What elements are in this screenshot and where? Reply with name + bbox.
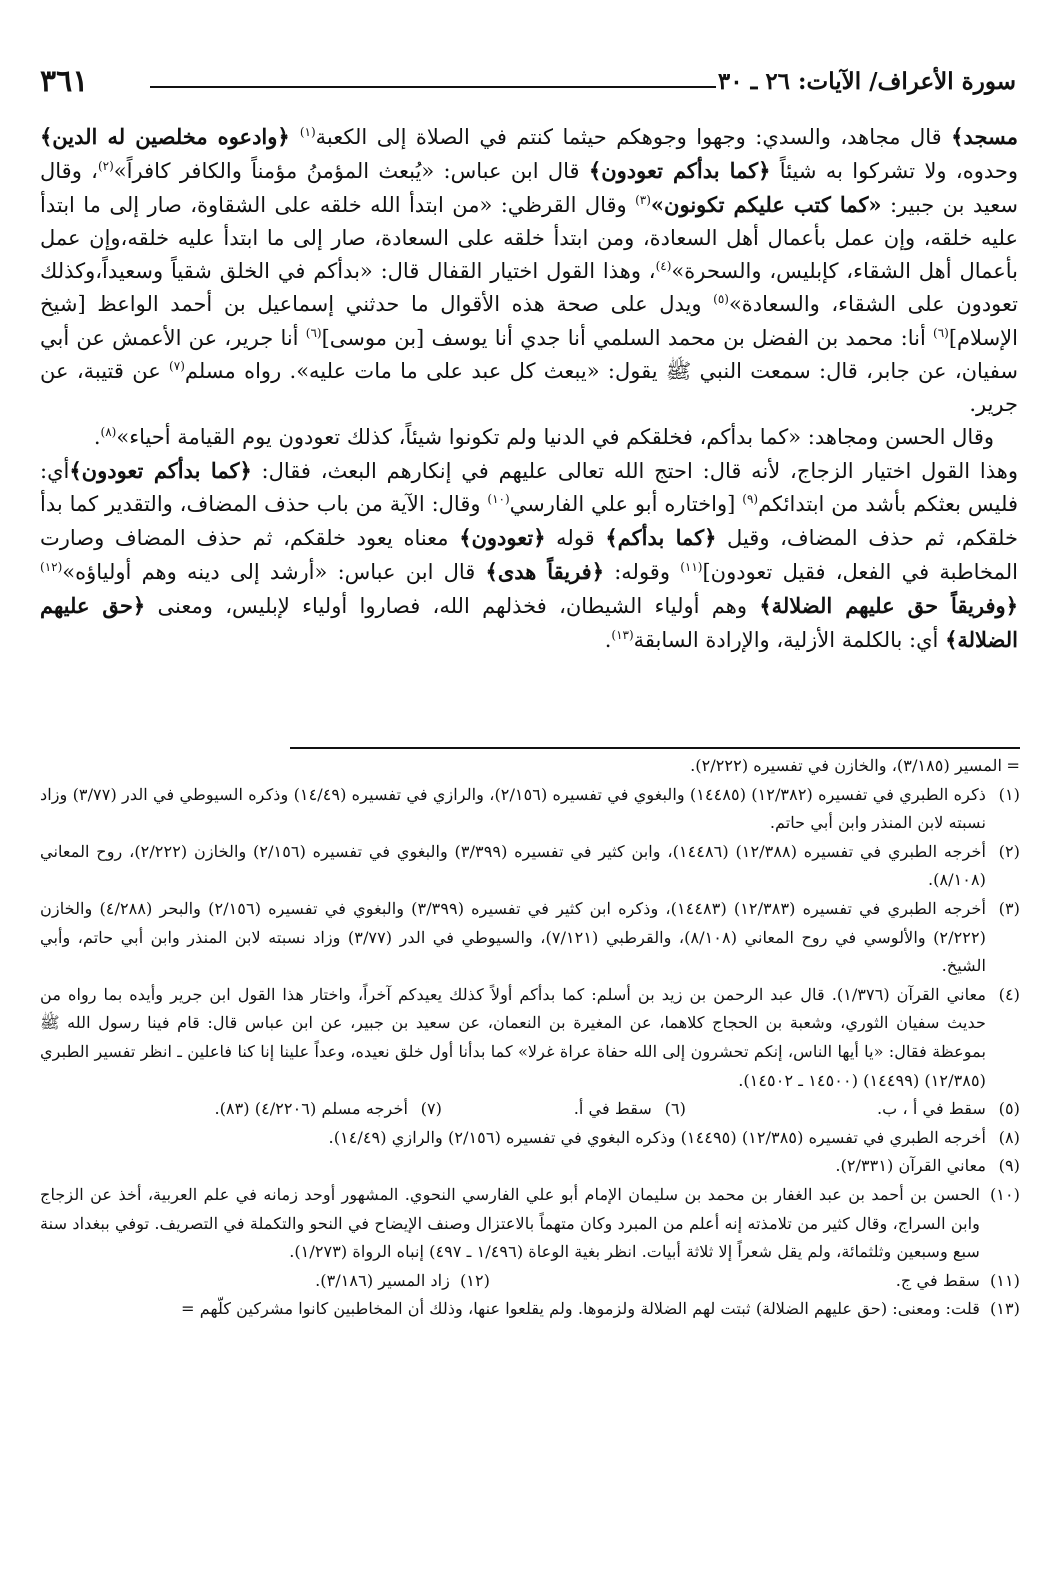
footnote-text: سقط في أ ، ب. [876, 1099, 986, 1119]
footnote-9 [40, 1152, 1020, 1181]
footnote-3 [40, 895, 1020, 981]
text-run: معناه يعود خلقكم، ثم حذف المضاف وصارت المخاطبة في الفعل، فقيل تعودون] [40, 526, 1018, 585]
footnote-text: زاد المسير (٣/١٨٦). [315, 1270, 450, 1290]
footnote-number: (٦) [664, 1099, 686, 1119]
text-run: قال ابن عباس: «أرشد إلى دينه وهم أولياؤه» [62, 560, 486, 585]
footnote-ref: (٤) [655, 259, 672, 274]
quran-fragment: ﴿فريقاً هدى﴾ [485, 559, 605, 585]
footnote-1 [40, 781, 1020, 838]
quote-fragment: «كما كتب عليكم تكونون» [650, 192, 882, 218]
text-run: عن قتيبة، عن جرير. [40, 358, 1018, 416]
footnote-text: سقط في أ. [573, 1099, 652, 1119]
footnote-ref: (١٠) [487, 492, 510, 507]
text-run: [واختاره أبو علي الفارسي [509, 492, 743, 517]
quran-fragment: ﴿وادعوه مخلصين له الدين﴾ [40, 124, 300, 149]
footnote-row [40, 1095, 1020, 1124]
text-run: . [93, 424, 101, 449]
footnote-10 [40, 1181, 1020, 1267]
footnote-number: (٤) [998, 984, 1020, 1004]
footnote-number: (١١) [989, 1270, 1020, 1290]
footnote-text: أخرجه الطبري في تفسيره (١٢/٣٨٥) (١٤٤٩٥) وذكره البغوي في تفسيره (٢/١٥٦) والرازي (١٤/٤٩). [328, 1127, 986, 1147]
text-run: وقال: الآية من باب حذف المضاف، والتقدير كما بدأ خلقكم، ثم حذف المضاف، وقيل [40, 492, 1018, 551]
text-run: وقال الحسن ومجاهد: «كما بدأكم، فخلقكم في الدنيا ولم تكونوا شيئاً، كذلك تعودون يوم القيامة أحياء» [116, 424, 994, 449]
page-title: سورة الأعراف/ الآيات: ٢٦ ـ ٣٠ [717, 68, 1016, 95]
footnote-number: (٣) [998, 898, 1020, 918]
footnote-12 [315, 1267, 490, 1296]
footnote-text: معاني القرآن (٢/٣٣١). [835, 1156, 986, 1176]
paragraph-1 [40, 120, 1018, 421]
footnote-text: ذكره الطبري في تفسيره (١٢/٣٨٢) (١٤٤٨٥) والبغوي في تفسيره (٢/١٥٦)، والرازي في تفسيره (١٤/٤٩) وذكره السيوطي في الدر (٣/٧٧) وزاد نسبته لابن المنذر وابن أبي حاتم. [40, 784, 986, 833]
footnote-text: المسير (٣/١٨٥)، والخازن في تفسيره (٢/٢٢٢). [690, 756, 1002, 775]
quran-fragment: ﴿كما بدأكم تعودون﴾ [588, 158, 771, 184]
footnote-number: (١٢) [459, 1270, 490, 1290]
footnote-text: سقط في ج. [895, 1270, 980, 1290]
quran-fragment: مسجد﴾ [951, 124, 1018, 149]
footnote-text: أخرجه الطبري في تفسيره (١٢/٣٨٣) (١٤٤٨٣)، وذكره ابن كثير في تفسيره (٣/٣٩٩) والبغوي في تفسيره (٢/١٥٦) والبحر (٤/٢٨٨) والخازن (٢/٢٢٢) والألوسي في روح المعاني (٨/١٠٨)، والقرطبي (٧/١٢١)، والسيوطي في الدر (٣/٧٧) وزاد نسبته لابن المنذر وابن أبي حاتم، وأبي الشيخ. [40, 898, 986, 976]
header-rule [150, 86, 716, 88]
text-run: أي: فليس بعثكم بأشد من ابتدائكم [40, 458, 1018, 517]
footnote-6 [442, 1095, 686, 1124]
paragraph-3 [40, 454, 1018, 658]
footnote-number: (٢) [998, 841, 1020, 861]
quran-fragment: ﴿وفريقاً حق عليهم الضلالة﴾ [759, 593, 1018, 619]
footnote-number: (٧) [420, 1099, 442, 1119]
footnote-text: معاني القرآن (١/٣٧٦). قال عبد الرحمن بن زيد بن أسلم: كما بدأكم أولاً كذلك يعيدكم آخراً، واختار هذا القول ابن جرير وأيده بما رواه من حديث سفيان الثوري، وشعبة بن الحجاج كلاهما، عن المغيرة بن النعمان، عن سعيد بن جبير، عن ابن عباس قال: قام فينا رسول الله ﷺ بموعظة فقال: «يا أيها الناس، إنكم تحشرون إلى الله حفاة عراة غرلا» كما بدأنا أول خلق نعيده، وعداً علينا إنا كنا فاعلين ـ انظر تفسير الطبري (١٢/٣٨٥) (١٤٤٩٩) (١٤٥٠٠ ـ ١٤٥٠٢). [40, 984, 986, 1090]
text-run: ويدل على صحة هذه الأقوال ما حدثني إسماعيل بن أحمد الواعظ [شيخ الإسلام] [40, 292, 1018, 350]
footnotes [40, 752, 1020, 1324]
quran-fragment: ﴿كما بدأكم﴾ [605, 525, 717, 551]
footnote-11 [490, 1267, 1020, 1296]
text-run: وهم أولياء الشيطان، فخذلهم الله، فصاروا أولياء لإبليس، ومعنى [145, 594, 760, 619]
text-run: أي: بالكلمة الأزلية، والإرادة السابقة [633, 628, 946, 653]
footnote-continuation [40, 752, 1020, 781]
page-header [40, 64, 1016, 104]
footnote-text: أخرجه مسلم (٤/٢٢٠٦) (٨٣). [214, 1099, 408, 1119]
footnote-ref: (٣) [635, 193, 651, 208]
footnote-13 [40, 1295, 1020, 1324]
text-run: . [604, 628, 612, 653]
footnote-text: أخرجه الطبري في تفسيره (١٢/٣٨٨) (١٤٤٨٦)، وابن كثير في تفسيره (٣/٣٩٩) والبغوي في تفسيره (٢/١٥٦) والخازن (٢/٢٢٢)، روح المعاني (٨/١٠٨). [40, 841, 987, 890]
footnote-ref: (١٢) [40, 560, 63, 575]
page-number: ٣٦١ [40, 64, 89, 99]
footnote-4 [40, 981, 1020, 1095]
footnote-ref: (٧) [169, 358, 185, 373]
footnote-text: الحسن بن أحمد بن عبد الغفار بن محمد بن سليمان الإمام أبو علي الفارسي النحوي. المشهور أوحد زمانه في علم العربية، أخذ عن الزجاج وابن السراج، وقال كثير من تلامذته إنه أعلم من المبرد وكان متهماً بالاعتزال وصنف الإيضاح في النحو والتكملة في التصريف. توفي ببغداد سنة سبع وسبعين وثلثمائة، ولم يقل شعراً إلا ثلاثة أبيات. انظر بغية الوعاة (١/٤٩٦ ـ ٤٩٧) إنباه الرواة (١/٢٧٣). [40, 1184, 980, 1262]
text-run: وهذا القول اختيار الزجاج، لأنه قال: احتج الله تعالى عليهم في إنكارهم البعث، فقال: [251, 458, 1018, 483]
footnote-ref: (٨) [100, 424, 117, 439]
text-run: وقوله: [604, 560, 681, 585]
footnote-ref: (٩) [742, 492, 759, 507]
footnote-number: (٩) [998, 1156, 1020, 1176]
footnote-ref: (٢) [97, 159, 114, 174]
main-text [40, 120, 1018, 658]
text-run: ، وقال سعيد بن جبير: [40, 159, 1018, 218]
footnote-ref: (٦) [933, 325, 949, 340]
text-run: قال مجاهد، والسدي: وجهوا وجوهكم حيثما كنتم في الصلاة إلى الكعبة [315, 125, 952, 149]
paragraph-2 [40, 421, 1018, 454]
footnote-7 [214, 1095, 442, 1124]
footnote-2 [40, 838, 1020, 895]
text-run: وقال القرظي: «من ابتدأ الله خلقه على الشقاوة، صار إلى ما ابتدأ عليه خلقه، وإن عمل بأعمال أهل السعادة، ومن ابتدأ خلقه على السعادة، صار إلى ما ابتدأ عليه خلقه،وإن عمل بأعمال أهل الشقاء، كإبليس، والسحرة» [40, 193, 1019, 284]
footnote-text: قلت: ومعنى: (حق عليهم الضلالة) ثبتت لهم الضلالة ولزموها. ولم يقلعوا عنها، وذلك أن المخاطبين كانوا مشركين كلّهم = [181, 1299, 980, 1319]
footnote-row [40, 1267, 1020, 1296]
footnote-ref: (٦) [305, 325, 322, 340]
footnote-number: (٨) [998, 1127, 1020, 1147]
footnote-number: (٥) [998, 1099, 1020, 1119]
text-run: وحدوه، ولا تشركوا به شيئاً [770, 159, 1018, 184]
footnote-8 [40, 1124, 1020, 1153]
footnote-number: (١٣) [989, 1299, 1020, 1319]
footnote-number: (١٠) [989, 1184, 1020, 1204]
quran-fragment: ﴿تعودون﴾ [459, 525, 546, 551]
text-run: ، وهذا القول اختيار القفال قال: «بدأكم في الخلق شقياً وسعيداً،وكذلك تعودون على الشقاء، والسعادة» [40, 259, 1019, 317]
footnote-5 [686, 1095, 1020, 1124]
text-run: قال ابن عباس: «يُبعث المؤمنُ مؤمناً والكافر كافراً» [113, 159, 589, 184]
text-run: أنا جرير، عن الأعمش عن أبي سفيان، عن جابر، قال: سمعت النبي ﷺ يقول: «يبعث كل عبد على ما مات عليه». رواه مسلم [40, 325, 1018, 383]
text-run: قوله [545, 526, 606, 551]
quran-fragment: ﴿كما بدأكم تعودون﴾ [69, 457, 252, 483]
footnote-number: = [1006, 756, 1020, 775]
footnote-ref: (٥) [713, 292, 729, 307]
footnote-ref: (١٣) [611, 628, 634, 643]
footnote-separator [290, 747, 1020, 749]
footnote-number: (١) [998, 784, 1020, 804]
footnote-ref: (١) [299, 125, 316, 139]
footnote-ref: (١١) [680, 560, 703, 575]
text-run: أنا: محمد بن الفضل بن محمد السلمي أنا جدي أنا يوسف [بن موسى] [321, 325, 934, 350]
quran-fragment: ﴿حق عليهم الضلالة﴾ [40, 593, 1018, 653]
